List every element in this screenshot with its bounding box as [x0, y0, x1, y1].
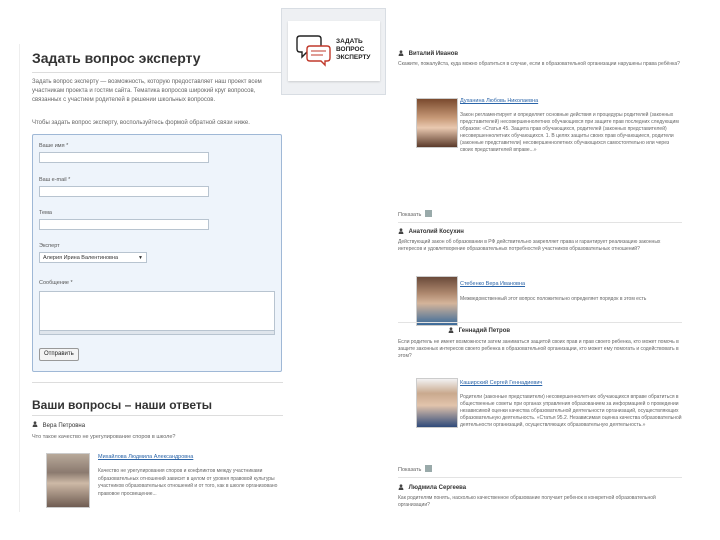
expert-photo	[416, 276, 458, 326]
logo-line-3: ЭКСПЕРТУ	[336, 54, 371, 61]
expert-select[interactable]	[39, 252, 147, 263]
email-input[interactable]	[39, 186, 209, 197]
qa-question: Что такое качество не урегулирование споров в школе?	[32, 434, 176, 440]
chevron-down-icon: ▼	[138, 255, 143, 261]
expert-name-link[interactable]: Каширский Сергей Геннадиевич	[460, 380, 543, 386]
person-icon	[32, 421, 38, 427]
entry-author	[398, 484, 466, 491]
expert-answer: Закон регламентирует и определяет основные действия и процедуры родителей (законных представителей) несовершеннолетних обучающихся при защите прав последних следующим образом: «Статья 45. Защита прав обучающихся, родителей (законных представителей) несовершеннолетних обучающихся. 1. В целях защиты своих прав обучающиеся, родители (законные представители) несовершеннолетних обучающихся самостоятельно или через своих представителей вправе...»	[460, 112, 679, 153]
expert-label: Эксперт	[39, 243, 60, 249]
entry-author-name: Людмила Сергеева	[408, 485, 467, 491]
divider	[398, 322, 682, 323]
ask-expert-page	[19, 44, 287, 512]
form-note: Чтобы задать вопрос эксперту, воспользуйтесь формой обратной связи ниже.	[32, 120, 250, 126]
message-textarea[interactable]	[39, 291, 275, 331]
expert-answer: Межведомственный этот вопрос положительно определяет порядок в этом есть	[460, 296, 647, 302]
expert-answer: Качество не урегулирования споров и конфликтов между участниками образовательных отношений зависит в целом от уровня правовой культуры участников образовательных отношений и от того, как в школе организовано правовое просвещение...	[98, 468, 278, 497]
show-label: Показать	[398, 467, 422, 473]
name-label: Ваше имя *	[39, 143, 69, 149]
entry-author	[448, 327, 510, 334]
subject-input[interactable]	[39, 219, 209, 230]
expand-icon	[425, 210, 432, 217]
logo-card	[288, 21, 380, 81]
ask-expert-logo	[281, 8, 386, 95]
show-toggle[interactable]	[398, 210, 432, 218]
entry-author-name: Виталий Иванов	[408, 51, 459, 57]
expert-select-value: Алерия Ирина Валентиновна	[43, 255, 119, 261]
expert-answer: Родители (законные представители) несовершеннолетних обучающихся вправе обратиться в общественные советы при органах управления образованием за информацией о проведении независимой оценки качества образовательной деятельности организаций, осуществляющих образовательную деятельность. «Статья 95.2. Независимая оценка качества образовательной деятельности организаций, осуществляющих образовательную деятельность.»	[460, 394, 682, 428]
resize-handle[interactable]	[39, 331, 275, 335]
person-icon	[398, 228, 404, 234]
person-icon	[448, 327, 454, 333]
entry-author	[398, 50, 458, 57]
submit-button[interactable]: Отправить	[39, 348, 79, 361]
divider	[32, 72, 283, 73]
expert-name-link[interactable]: Михайлова Людмила Александровна	[98, 454, 194, 460]
entry-author-name: Анатолий Косухин	[408, 229, 464, 235]
logo-line-1: ЗАДАТЬ	[336, 38, 363, 45]
expert-photo	[416, 98, 458, 148]
entry-author-name: Геннадий Петров	[458, 328, 511, 334]
expand-icon	[425, 465, 432, 472]
person-icon	[398, 484, 404, 490]
entry-question: Если родитель не имеет возможности затем заниматься защитой своих прав и прав своего ребенка, кто может помочь в защите законных интересов своего ребенка в образовательной организации, кто может ему помогать и содействовать в этом?	[398, 339, 679, 359]
qa-author	[32, 421, 85, 429]
show-toggle[interactable]	[398, 465, 432, 473]
subject-label: Тема	[39, 210, 52, 216]
entry-question: Как родителям понять, насколько качественное образование получает ребенок в конкретной образовательной организации?	[398, 495, 656, 508]
message-label: Сообщение *	[39, 280, 73, 286]
entry-question: Действующий закон об образовании в РФ действительно закрепляет права и гарантирует реализацию законных интересов и удовлетворение образовательных потребностей участников образовательных отношений?	[398, 239, 661, 252]
name-input[interactable]	[39, 152, 209, 163]
divider	[32, 382, 283, 383]
divider	[398, 222, 682, 223]
page-title: Задать вопрос эксперту	[32, 50, 201, 66]
expert-name-link[interactable]: Стебенко Вера Ивановна	[460, 281, 526, 287]
logo-text	[336, 38, 380, 62]
entry-question: Скажите, пожалуйста, куда можно обратиться в случае, если в образовательной организации нарушены права ребёнка?	[398, 61, 680, 67]
person-icon	[398, 50, 404, 56]
qa-title: Ваши вопросы – наши ответы	[32, 398, 213, 412]
expert-photo	[416, 378, 458, 428]
qa-list	[388, 44, 688, 516]
logo-line-2: ВОПРОС	[336, 46, 365, 53]
email-label: Ваш e-mail *	[39, 177, 71, 183]
speech-bubbles-icon	[296, 33, 332, 67]
show-label: Показать	[398, 212, 422, 218]
qa-author-name: Вера Петровна	[42, 423, 86, 429]
entry-author	[398, 228, 464, 235]
divider	[32, 415, 283, 416]
intro-text: Задать вопрос эксперту — возможность, которую предоставляет наш проект всем участникам проекта и гостям сайта. Тематика вопросов широкий круг вопросов, связанных с участием родителей в решении школьных вопросов.	[32, 79, 262, 103]
question-form	[32, 134, 282, 372]
expert-photo	[46, 453, 90, 508]
divider	[398, 477, 682, 478]
expert-name-link[interactable]: Духанина Любовь Николаевна	[460, 98, 539, 104]
